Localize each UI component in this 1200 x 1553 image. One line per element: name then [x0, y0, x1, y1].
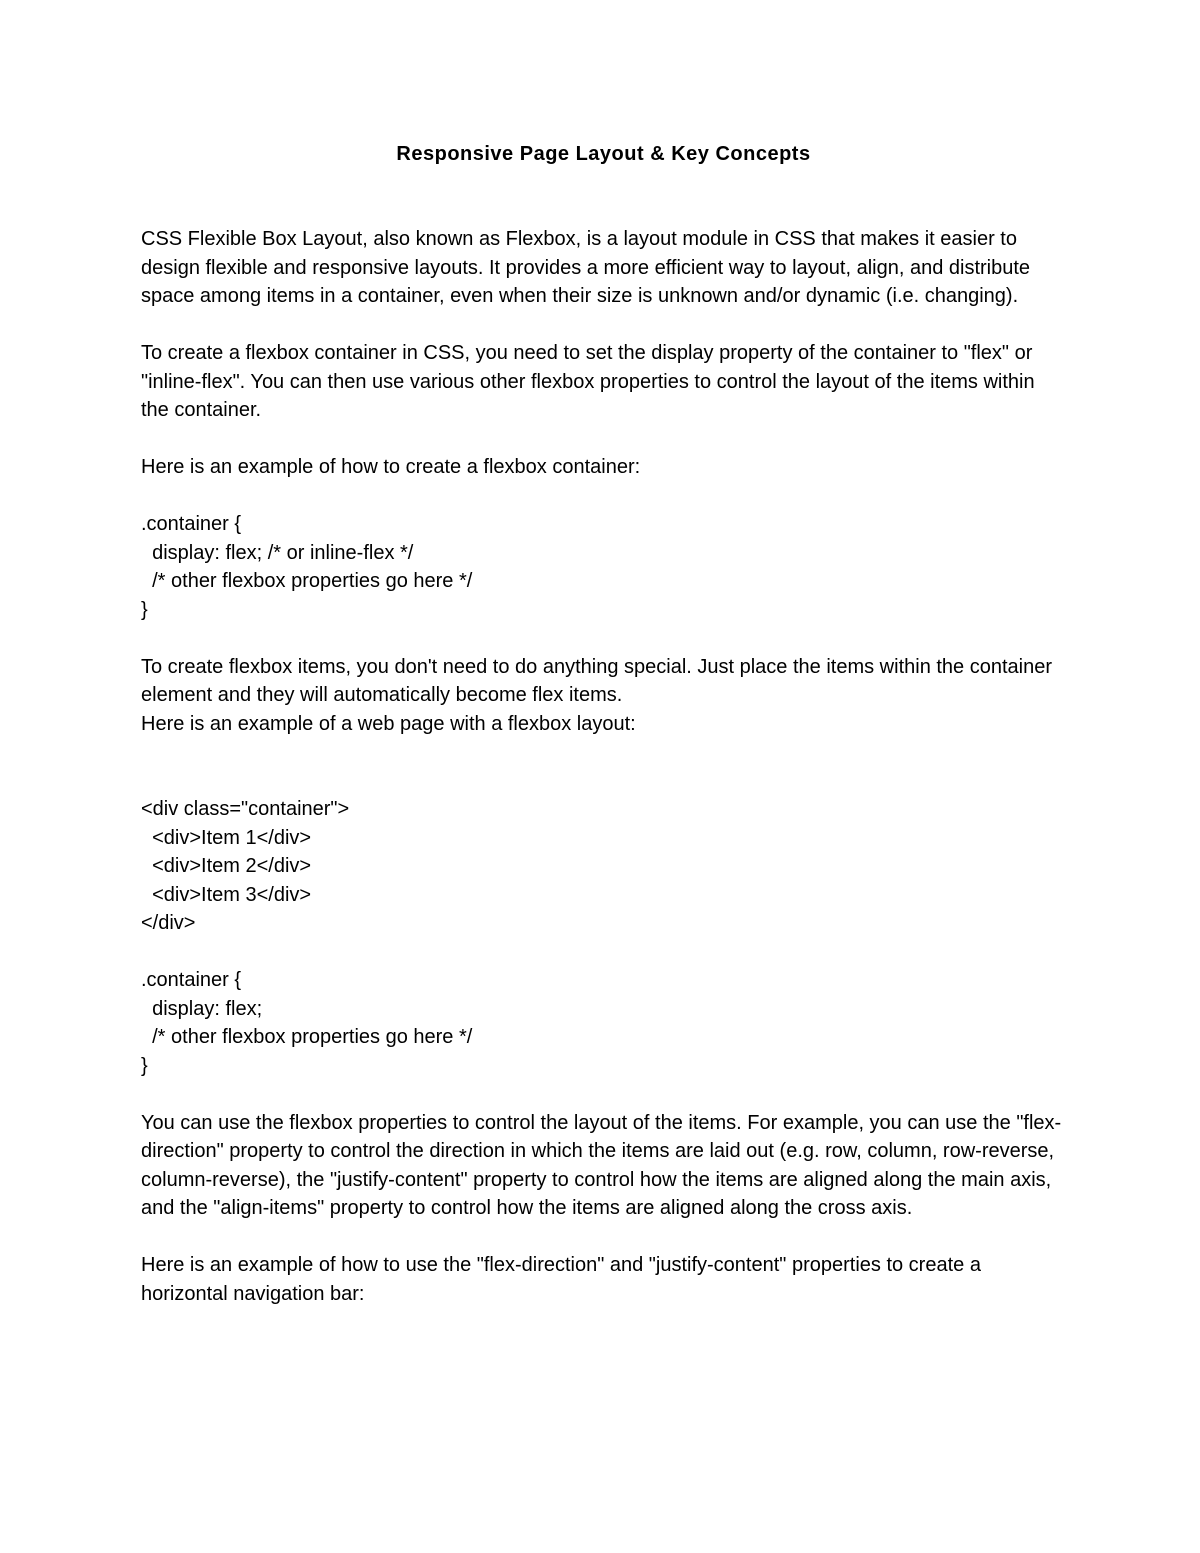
- paragraph-nav-example: Here is an example of how to use the "flex-direction" and "justify-content" properties to create a horizontal navigation bar:: [141, 1254, 987, 1305]
- document-body: [141, 225, 1066, 1308]
- spacer: [141, 168, 1066, 225]
- code-block-css-example: .container { display: flex; /* other flexbox properties go here */ }: [141, 969, 473, 1077]
- paragraph-create-items: To create flexbox items, you don't need to do anything special. Just place the items within the container element and they will automatically become flex items.: [141, 655, 1058, 706]
- paragraph-web-page-example: Here is an example of a web page with a flexbox layout:: [141, 712, 636, 735]
- paragraph-example-intro: Here is an example of how to create a flexbox container:: [141, 456, 641, 478]
- code-block-css-container: .container { display: flex; /* or inline-flex */ /* other flexbox properties go here */ }: [141, 513, 473, 621]
- document-title: Responsive Page Layout & Key Concepts: [396, 143, 811, 165]
- paragraph-intro: CSS Flexible Box Layout, also known as Flexbox, is a layout module in CSS that makes it easier to design flexible and responsive layouts. It provides a more efficient way to layout, align, and distribute space among items in a container, even when their size is unknown and/or dynamic (i.e. changing).: [141, 228, 1036, 307]
- code-block-html-example: <div class="container"> <div>Item 1</div> <div>Item 2</div> <div>Item 3</div> </div>: [141, 798, 350, 934]
- paragraph-properties: You can use the flexbox properties to control the layout of the items. For example, you can use the "flex-direction" property to control the direction in which the items are laid out (e.g. row, column, row-reverse, column-reverse), the "justify-content" property to control how the items are aligned along the main axis, and the "align-items" property to control how the items are aligned along the cross axis.: [141, 1111, 1062, 1219]
- document-page: [141, 140, 1066, 1308]
- paragraph-create-container: To create a flexbox container in CSS, you need to set the display property of the container to "flex" or "inline-flex". You can then use various other flexbox properties to control the layout of the items within the container.: [141, 342, 1041, 421]
